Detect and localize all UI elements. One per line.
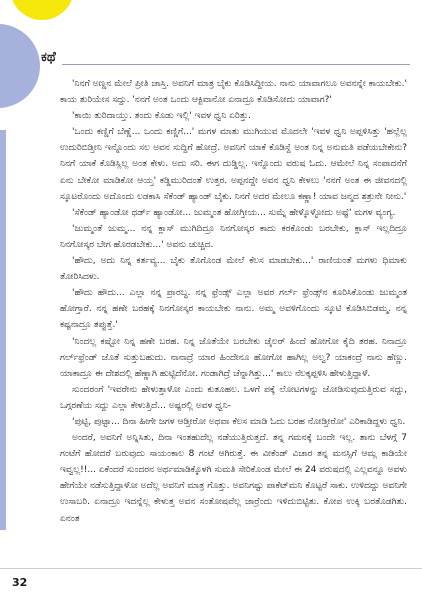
paragraph: 'ಜುಮ್ಮಂತೆ ಜುಮ್ಮ... ನನ್ನ ಕ್ಲಾಸ್ ಮುಗಿದಿದ್ರೂ ನಿನಗೋಸ್ಕರ ಕಾದು ಕರಕೊಂಡು ಬರಬೇಕು, ಕ್ಲಾಸ್ ಇಲ್ಲದಿದ್ರೂ ನಿನಗೋಸ್ಕರ ಬೇಗ ಹೊರಡಬೇಕು...' ಅವನು ಚುಚ್ಚಿದ. (60, 223, 407, 250)
paragraph: ಅಂದರೆ, ಅವನಿಗೆ ಅನ್ನಿಸಿತು, ದಿನಾ ಇಂತಹುದೆಲ್ಲ ನಡೆಯುತ್ತಿರುತ್ತದೆ. ತನ್ನ ಗಮನಕ್ಕೆ ಬಂದೇ ಇಲ್ಲ. ತಾನು ಬೆಳಗ್ಗೆ 7 ಗಂಟೆಗೆ ಹೋದರೆ ಬರುವುದು ಸಾಯಂಕಾಲ 8 ಗಂಟೆ ಆಗಿರುತ್ತೆ. ಈ ವೀಕೆಂಡ್ ವಿಚಾರ ತನ್ನ ಮನಸ್ಸಿಗೆ ಆಮ್ಲ ಕಾಡಿಯೇ ಇವ್ವಲ್ಲ!!... ಏಕೆಂದರೆ ಸುಂದರನ ಅರ್ಥಮಾಡಿಕ್ಕೊಳಗಿ ಸುಮತಿ ಸೇರಿಕೊಂಡ ಮೇಲೆ ಈ 24 ವರುಷದಲ್ಲಿ ಎಲ್ಲವನ್ನೂ ಅವಳು ಹೇಗೆಯೇ ನಡೆಸುತ್ತಿದ್ದಾಳೋ ಅದೆಲ್ಲ ಅವನಿಗೆ ಮಾತ್ರ ಗೊತ್ತು. ಅವನಿಗಷ್ಟು ಪಾಕೆಟ್‌ಮನಿ ಕೊಟ್ಟರೆ ಸಾಕು. ಉಳಿದದ್ದು ಅವನಿಗೇ ಉಸಾಬರಿ. ಏನಾದ್ರೂ ಇದನ್ನೆಲ್ಲ ಕೇಳುತ್ತ ಅವನ ಸಂತೋಷವೆಲ್ಲ ಜಾರ್ರೆಂದು ಇಳಿದುಬಿಟ್ಟಿತು. ಕೋಪ ಉಕ್ಕಿ ಬರತೊಡಗಿತು. ಏನಂತ (60, 433, 407, 524)
paragraph: 'ಹೌದು, ಅದು ನಿನ್ನ ಕರ್ತವ್ಯ... ಬೈಕು ತೊಗೊಂಡ ಮೇಲೆ ಕೆಲಸ ಮಾಡಬೇಕು...' ರಾಣಿಯಂತೆ ಮಗಳು ಧಿಮಾಕು ತೋರಿಸಿದಳು. (60, 256, 407, 283)
paragraph: 'ಸೆಕೆಂಡ್ ಹ್ಯಾಂಡೋ ಥರ್ಡ್ ಹ್ಯಾಂಡೋ... ಜುಮ್ಮಂತ ಹೋಗ್ತೀಯ... ಸುಮ್ನೆ ಹೇಳ್ಕೊಳ್ಳೋದು ಅಷ್ಟೆ' ಮಗಳ ವ್ಯಂಗ್ಯ. (72, 207, 396, 218)
decorative-yellow-circle (10, 0, 74, 20)
decorative-side-bar (0, 130, 6, 530)
section-label: ಕಥೆ (41, 50, 56, 65)
page-number: 32 (12, 576, 28, 589)
paragraph: ಸುಂದರಂಗೆ 'ಇವರೇನು ಹೇಳುತ್ತಾಳೋ ಎಂದು ಕುತೂಹಲ. ಒಳಗೆ ಪಕ್ಕೆ ಲೋಟಗಳನ್ನು ಜೋಡಿಸುವುದುತ್ತಿರುವ ಸದ್ದು, ಒಗ್ಗರಣೆಯ ಸದ್ದು ಎಲ್ಲಾ ಕೇಳುತ್ತಿದೆ... ಅಷ್ಟರಲ್ಲಿ ಅವಳ ಧ್ವನಿ- (60, 384, 407, 411)
paragraph: 'ನಿಂದಲ್ಲ ಕಷ್ಟೋ ನಿನ್ನ ಹಣೇ ಬರಹ. ನಿನ್ನ ಜೊತೆಯೇ ಬರಬೇಕು ಚೈಲರ್ ಹಿಂದೆ ಹೋಗೋ ಕೈದಿ ತರಹ. ನಿನಾದ್ರೂ ಗರ್ಲ್‌ಫ್ರೆಂಡ್ ಜೊತೆ ಸುತ್ತುಬಹುದು. ನಾನಾದ್ರೆ ಯಾರ ಹಿಂದೇನೂ ಹೋಗೋ ಹಾಗಿಲ್ಲ ಅಲ್ವ? ಯಾಕಂದ್ರೆ ನಾನು ಹೆಣ್ಣು. ಯಾಕಾದ್ರೂ ಈ ದೇಶದಲ್ಲಿ ಹೆಣ್ಣಾಗಿ ಹುಟ್ಟಿದೆನೋ. ಗಂಡಾಗಿದ್ರೆ ಚೆನ್ನಾಗಿತ್ತು...' ಕಾಲು ನೆಲಕ್ಕಪ್ಪಳಿಸಿ ಹೇಳುತ್ತಿದ್ದಾಳೆ. (60, 336, 407, 379)
paragraph: 'ಕಾಯಿ ತುರಿದಾಯ್ತು. ತಂದು ಕೊಡು ಇಲ್ಲಿ' ಇವಳ ಧ್ವನಿ ಏರಿತ್ತು. (72, 111, 251, 122)
paragraph: 'ನಿನಗೆ ಅಣ್ಣನ ಮೇಲೆ ಪ್ರೀತಿ ಜಾಸ್ತಿ. ಅವನಿಗೆ ಮಾತ್ರ ಬೈಕು ಕೊಡಿಸಿದ್ದೀಯ. ನಾನು ಯಾವಾಗಲೂ ಅವನನ್ನೇ ಕಾಯಬೇಕು.' ಕಾಯ ತುರಿಯೇಸ ಸದ್ದು. 'ನನಗೆ ಅಂತ ಒಂದು ಆಕ್ಟಿವಾನೋ ಏನಾದ್ರೂ ಕೊಡಿಸೋದು ಯಾವಾಗ?' (60, 79, 407, 106)
paragraph: 'ಪುಟ್ಟಿ, ಪುಟ್ಟಾ... ದಿನಾ ಹೀಗೇ ಜಗಳ ಆಡ್ತೀರೋ ಅಥವಾ ಕೆಲಸ ಮಾಡಿ ಓದು ಬರಹ ನೋಡ್ತೀರೋ' ಎರಿಕಾಡಿದ್ದಳು ಧ್ವನಿ. (72, 416, 406, 427)
story-body (60, 76, 407, 527)
header-divider (62, 64, 410, 65)
paragraph: 'ಹೌದು ಹೌದು... ಎಲ್ಲಾ ನನ್ನ ಪ್ರಾರಬ್ಧ. ನನ್ನ ಫ್ರೆಂಡ್ಸ್ ಎಲ್ಲಾ ಅವರ ಗರ್ಲ್ ಫ್ರೆಂಡ್ಸ್‌ನ ಕೂರಿಸಿಕೊಂಡು ಜುಮ್ಮಂತ ಹೋಗ್ತಾರೆ. ನನ್ನ ಹಣೇ ಬರಹಕ್ಕೆ ನಿನಗೋಸ್ಕರ ಕಾಯಬೇಕು ನಾನು. ಅಮ್ಮ ಅವಳಿಗೊಂದು ಸ್ಕೂಟಿ ಕೊಡಿಸಿಬಿಡಮ್ಮ. ನನ್ನ ಕಷ್ಟನಾದ್ರೂ ತಪ್ಪುತ್ತೆ.' (60, 288, 407, 331)
decorative-blue-circle (0, 24, 40, 108)
paragraph: 'ಒಂದು ಕಣ್ಣಿಗೆ ಬೆಣ್ಣೆ... ಒಂದು ಕಣ್ಣಿಗೆ...' ಮಗಳ ಮಾತು ಮುಗಿಯುವ ಮೊದಲೇ 'ಇವಳ ಧ್ವನಿ ಅಪ್ಪಳಿಸಿತ್ತು 'ಹಲ್ಲೆಲ್ಲ ಉದುರಿಬಿಡ್ತೀನಿ ಇನ್ನೊಂದು ಸಲ ಅವನ ಸುದ್ದಿಗೆ ಹೋದ್ರೆ. ಅವನಿಗೆ ಯಾಕೆ ಕೊಡಿಸ್ದೆ ಅಂತ ನಿನ್ನ ಅನುಮತಿ ಪಡೆಯಬೇಕೇನು? ನಿನಗೆ ಯಾಕೆ ಕೊಡಿಸ್ಲಿಲ್ಲ ಅಂತ ಕೇಳು. ಅದು ಸರಿ. ಈಗ ದುಡ್ಡಿಲ್ಲ. ಇನ್ನೊಂದು ವರುಷ ಓದು. ಆಮೇಲೆ ನಿನ್ನ ಸಂಪಾದನೆಗೆ ಏನು ಬೇಕೋ ಮಾಡಿಕೋ ಆಯ್ತ' ಕಡ್ಡಿಮುರಿದಂತೆ ಉತ್ತರ. ಅಪ್ಪನದ್ದೇ ಅವನ ಧ್ವನಿ ಕೇಳಲು 'ನನಗೆ ಅಂತ ಈ ಜೀವನದಲ್ಲಿ ಸ್ಕೂಟರೊಂದು ಅದೊಂದು ಲಡಕಾಸಿ ಸೆಕೆಂಡ್ ಹ್ಯಾಂಡ್ ಬೈಕು. ನಿನಗೆ ಅದರ ಮೇಲೂ ಕಣ್ಣಾ! ಯಾವ ಜನ್ಮದ ಶತ್ರುನೇ ನೀನು.' (60, 127, 407, 202)
footer-divider (0, 568, 422, 569)
